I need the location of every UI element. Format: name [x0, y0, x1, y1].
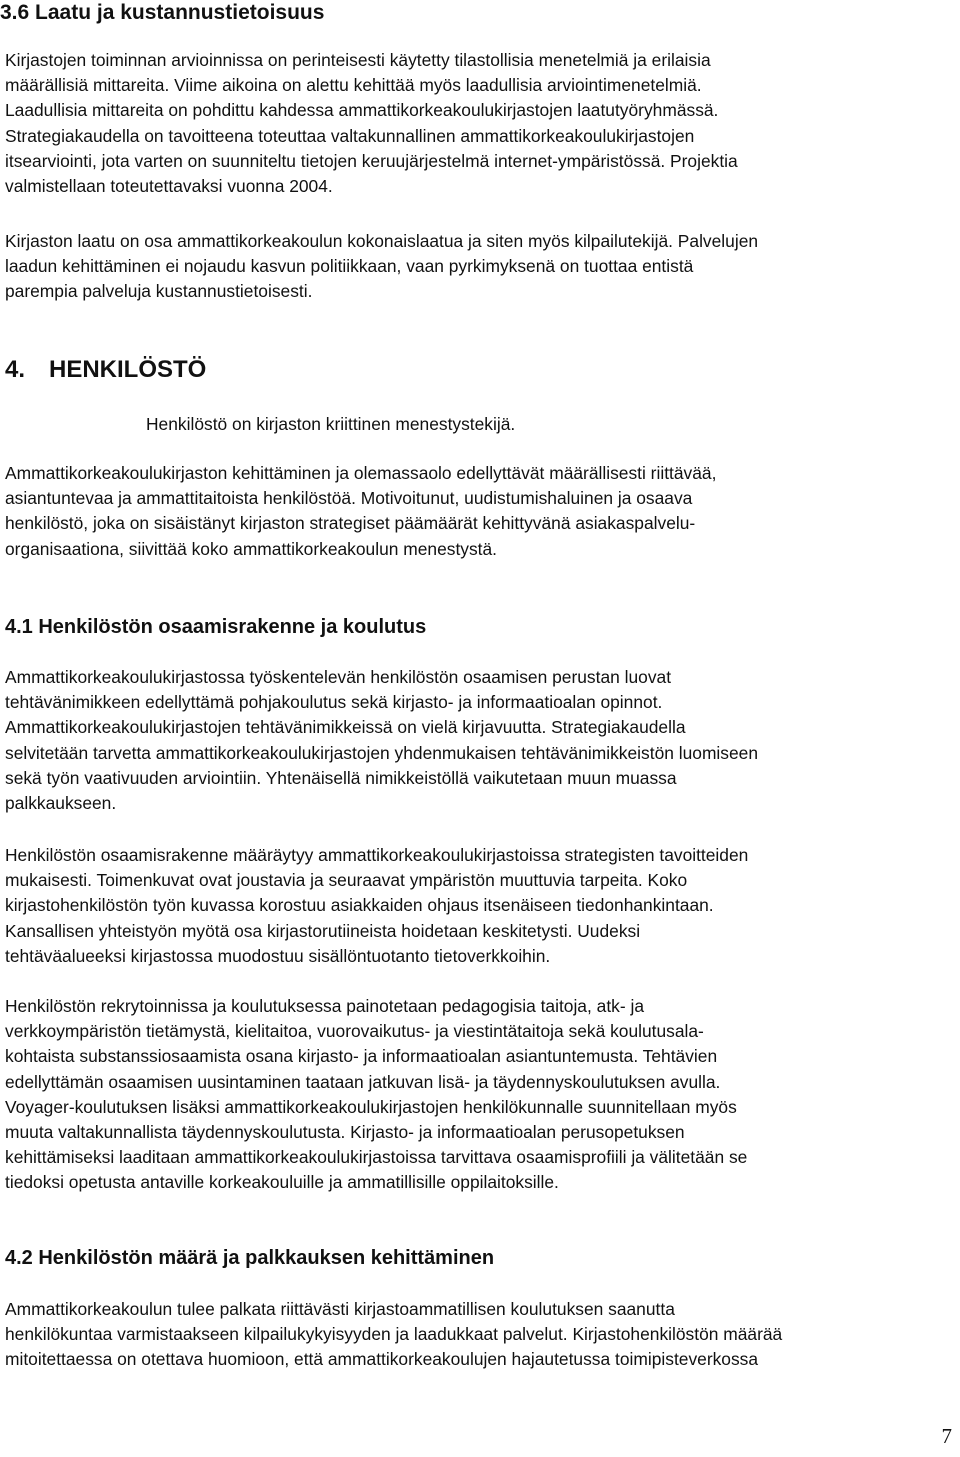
text-line: selvitetään tarvetta ammattikorkeakoulukirjastojen yhdenmukaisen tehtävänimikkeistön luomiseen — [5, 742, 759, 763]
page-number: 7 — [941, 1424, 952, 1448]
text-line: valmistellaan toteutettavaksi vuonna 2004. — [5, 176, 333, 197]
text-line: henkilöstö, joka on sisäistänyt kirjaston strategiset päämäärät kehittyvänä asiakaspalvelu- — [5, 513, 696, 534]
text-line: organisaationa, siivittää koko ammattikorkeakoulun menestystä. — [5, 538, 498, 559]
paragraph-4-1-1 — [5, 665, 758, 816]
text-line: tiedoksi opetusta antaville korkeakouluille ja ammatillisille oppilaitoksille. — [5, 1172, 559, 1193]
text-line: määrällisiä mittareita. Viime aikoina on alettu kehittää myös laadullisia arviointimenetelmiä. — [5, 75, 702, 96]
text-line: laadun kehittäminen ei nojaudu kasvun politiikkaan, vaan pyrkimyksenä on tuottaa entistä — [5, 256, 694, 277]
heading-4-number: 4. — [5, 356, 26, 383]
text-line: Ammattikorkeakoulun tulee palkata riittävästi kirjastoammatillisen koulutuksen saanutta — [5, 1299, 675, 1319]
text-line: palkkaukseen. — [5, 793, 117, 814]
text-line: henkilökuntaa varmistaakseen kilpailukykyisyyden ja laadukkaat palvelut. Kirjastohenkilöstön määrää — [5, 1324, 783, 1345]
text-line: Voyager-koulutuksen lisäksi ammattikorkeakoulukirjastojen henkilökunnalle suunnitellaan myös — [5, 1096, 737, 1117]
text-line: kehittämiseksi laaditaan ammattikorkeakoulukirjastoissa tarvittava osaamisprofiili ja välitetään se — [5, 1147, 748, 1168]
text-line: itsearviointi, jota varten on suunniteltu tietojen keruujärjestelmä internet-ympäristössä. Projektia — [5, 150, 738, 171]
text-line: muuta valtakunnallista täydennyskoulutusta. Kirjasto- ja informaatioalan perusopetuksen — [5, 1122, 685, 1143]
text-line: mitoitettaessa on otettava huomioon, että ammattikorkeakoulujen hajautetussa toimipisteverkossa — [5, 1349, 759, 1370]
text-line: Strategiakaudella on tavoitteena toteuttaa valtakunnallinen ammattikorkeakoulukirjastojen — [5, 125, 695, 146]
text-line: kohtaista substanssiosaamista osana kirjasto- ja informaatioalan asiantuntemusta. Tehtävien — [5, 1046, 718, 1067]
text-line: tehtäväalueeksi kirjastossa muodostuu sisällöntuotanto tietoverkkoihin. — [5, 945, 551, 966]
text-line: Henkilöstön rekrytoinnissa ja koulutuksessa painotetaan pedagogisia taitoja, atk- ja — [5, 996, 645, 1016]
heading-4 — [5, 355, 206, 385]
text-line: asiantuntevaa ja ammattitaitoista henkilöstöä. Motivoitunut, uudistumishaluinen ja osaava — [5, 488, 693, 509]
paragraph-3-6-1 — [5, 48, 738, 199]
lead-sentence: Henkilöstö on kirjaston kriittinen menestystekijä. — [146, 414, 516, 434]
text-line: sekä työn vaativuuden arviointiin. Yhtenäisellä nimikkeistöllä vaikutetaan muun muassa — [5, 767, 677, 788]
text-line: Ammattikorkeakoulukirjastossa työskentelevän henkilöstön osaamisen perustan luovat — [5, 667, 672, 687]
text-line: Kirjaston laatu on osa ammattikorkeakoulun kokonaislaatua ja siten myös kilpailutekijä. Palvelujen — [5, 231, 759, 251]
text-line: Ammattikorkeakoulukirjastojen tehtävänimikkeissä on vielä kirjavuutta. Strategiakaudella — [5, 717, 686, 738]
paragraph-3-6-2 — [5, 229, 758, 305]
paragraph-4-1 — [5, 461, 716, 562]
text-line: mukaisesti. Toimenkuvat ovat joustavia ja seuraavat ympäristön muuttuvia tarpeita. Koko — [5, 870, 688, 891]
heading-4-2: 4.2 Henkilöstön määrä ja palkkauksen kehittäminen — [5, 1247, 495, 1269]
text-line: Kansallisen yhteistyön myötä osa kirjastorutiineista hoidetaan keskitetysti. Uudeksi — [5, 920, 641, 941]
text-line: Laadullisia mittareita on pohdittu kahdessa ammattikorkeakoulukirjastojen laatutyöryhmässä. — [5, 100, 719, 121]
heading-4-title: HENKILÖSTÖ — [49, 356, 207, 383]
paragraph-4-1-3 — [5, 994, 747, 1196]
text-line: Kirjastojen toiminnan arvioinnissa on perinteisesti käytetty tilastollisia menetelmiä ja erilaisia — [5, 50, 711, 70]
heading-3-6: 3.6 Laatu ja kustannustietoisuus — [0, 1, 325, 24]
paragraph-4-2-1 — [5, 1297, 782, 1373]
text-line: Ammattikorkeakoulukirjaston kehittäminen ja olemassaolo edellyttävät määrällisesti riittävää, — [5, 463, 717, 483]
paragraph-4-1-2 — [5, 843, 748, 969]
text-line: edellyttämän osaamisen uusintaminen taataan jatkuvan lisä- ja täydennyskoulutuksen avulla. — [5, 1071, 721, 1092]
text-line: parempia palveluja kustannustietoisesti. — [5, 281, 313, 302]
text-line: Henkilöstön osaamisrakenne määräytyy ammattikorkeakoulukirjastoissa strategisten tavoitteiden — [5, 845, 749, 865]
text-line: verkkoympäristön tietämystä, kielitaitoa, vuorovaikutus- ja viestintätaitoja sekä koulutusala- — [5, 1021, 704, 1042]
heading-4-1: 4.1 Henkilöstön osaamisrakenne ja koulutus — [5, 616, 427, 638]
text-line: tehtävänimikkeen edellyttämä pohjakoulutus sekä kirjasto- ja informaatioalan opinnot. — [5, 692, 663, 713]
text-line: kirjastohenkilöstön työn kuvassa korostuu asiakkaiden ohjaus itsenäiseen tiedonhankintaan. — [5, 895, 714, 916]
